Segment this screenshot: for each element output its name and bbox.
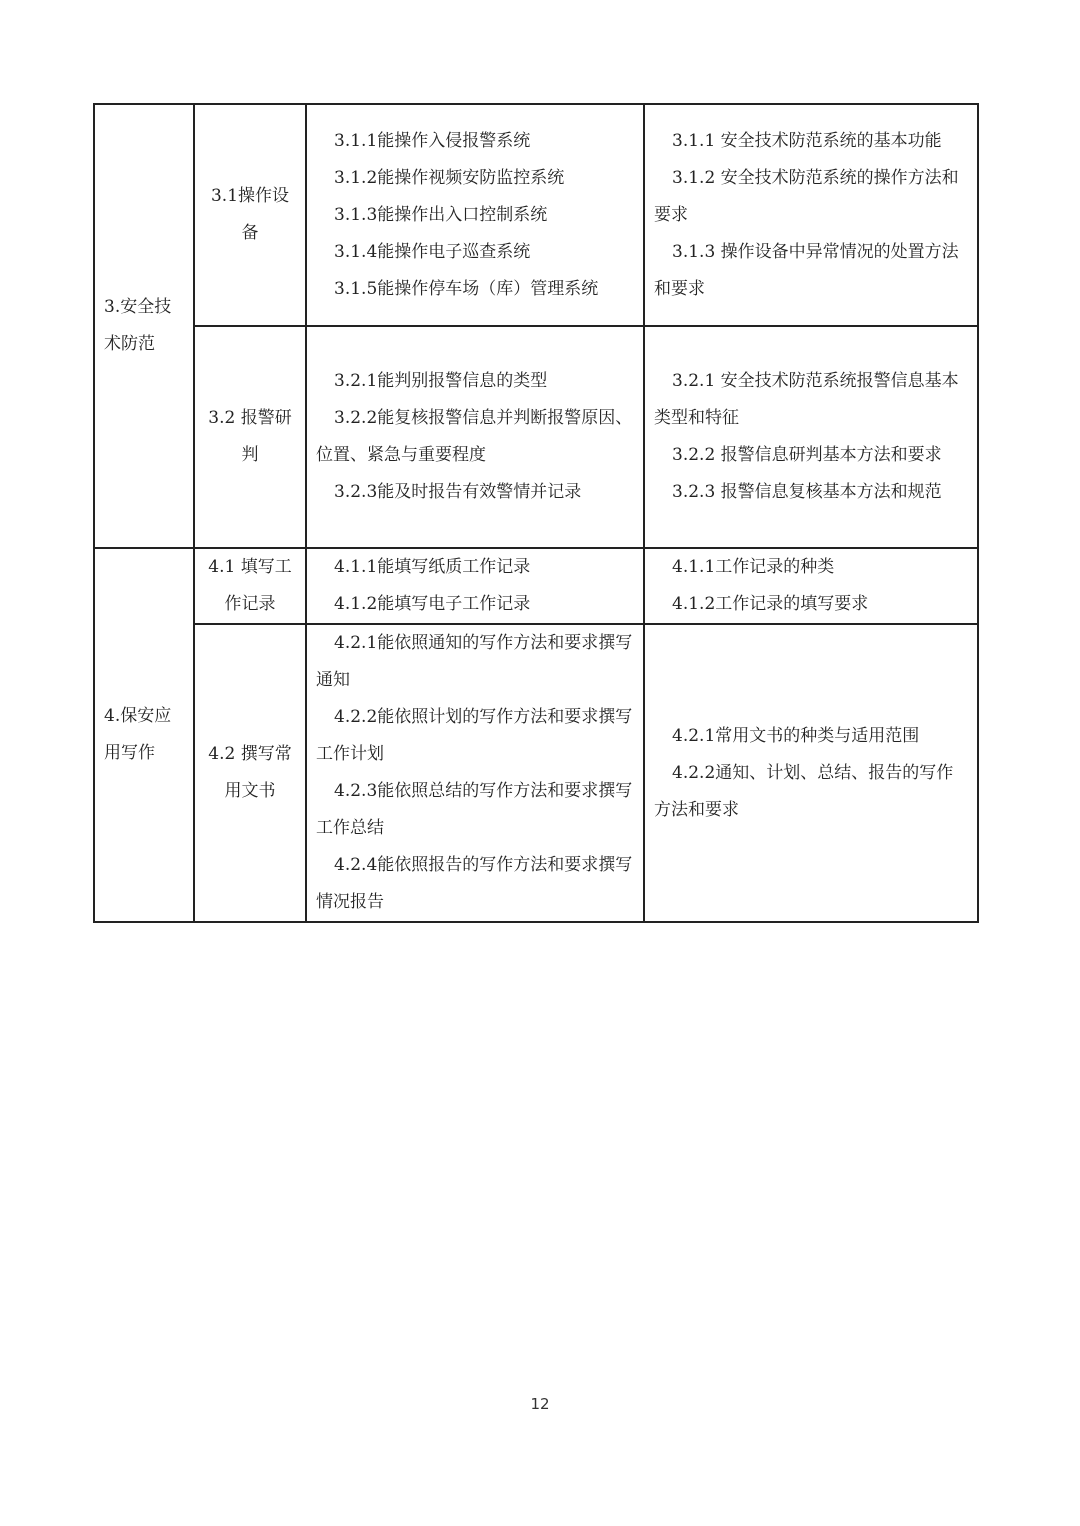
skill-item: 4.1.1能填写纸质工作记录 xyxy=(334,557,531,577)
skill-item: 3.1.3能操作出入口控制系统 xyxy=(334,204,548,225)
module-name: 4.保安应用写作 xyxy=(104,706,172,763)
unit-cell xyxy=(194,104,306,326)
knowledge-item: 4.1.1工作记录的种类 xyxy=(672,557,835,577)
skills-cell xyxy=(306,624,644,922)
standards-table xyxy=(93,103,979,923)
knowledge-item: 4.1.2工作记录的填写要求 xyxy=(672,594,869,614)
unit-cell xyxy=(194,624,306,922)
knowledge-cell xyxy=(644,624,978,922)
knowledge-item: 3.2.1 安全技术防范系统报警信息基本类型和特征 xyxy=(654,371,959,428)
skill-item: 4.2.2能依照计划的写作方法和要求撰写工作计划 xyxy=(316,707,633,764)
knowledge-item: 4.2.1常用文书的种类与适用范围 xyxy=(672,725,920,746)
skill-item: 4.2.4能依照报告的写作方法和要求撰写情况报告 xyxy=(316,855,633,912)
table-row xyxy=(94,548,978,624)
knowledge-item: 4.2.2通知、计划、总结、报告的写作方法和要求 xyxy=(654,762,954,820)
knowledge-cell xyxy=(644,548,978,624)
skills-cell xyxy=(306,104,644,326)
skill-item: 3.1.1能操作入侵报警系统 xyxy=(334,130,531,151)
skill-item: 4.2.1能依照通知的写作方法和要求撰写通知 xyxy=(316,633,633,690)
skill-item: 3.2.2能复核报警信息并判断报警原因、位置、紧急与重要程度 xyxy=(316,408,633,465)
knowledge-cell xyxy=(644,104,978,326)
skill-item: 3.2.3能及时报告有效警情并记录 xyxy=(334,482,582,502)
knowledge-item: 3.2.2 报警信息研判基本方法和要求 xyxy=(672,445,942,465)
unit-name: 4.1 填写工作记录 xyxy=(208,557,292,614)
module-cell xyxy=(94,104,194,548)
unit-cell xyxy=(194,548,306,624)
unit-cell xyxy=(194,326,306,548)
skills-cell xyxy=(306,548,644,624)
knowledge-item: 3.1.2 安全技术防范系统的操作方法和要求 xyxy=(654,167,959,225)
module-name: 3.安全技术防范 xyxy=(104,297,172,354)
skills-cell xyxy=(306,326,644,548)
table-row xyxy=(94,104,978,326)
skill-item: 3.2.1能判别报警信息的类型 xyxy=(334,371,548,391)
skill-item: 3.1.5能操作停车场（库）管理系统 xyxy=(334,278,599,299)
table-row xyxy=(94,624,978,922)
skill-item: 4.1.2能填写电子工作记录 xyxy=(334,594,531,614)
skill-item: 3.1.4能操作电子巡查系统 xyxy=(334,241,531,262)
page-number: 12 xyxy=(530,1395,550,1413)
knowledge-cell xyxy=(644,326,978,548)
knowledge-item: 3.1.1 安全技术防范系统的基本功能 xyxy=(672,130,942,151)
unit-name: 4.2 撰写常用文书 xyxy=(208,744,292,801)
module-cell xyxy=(94,548,194,922)
knowledge-item: 3.1.3 操作设备中异常情况的处置方法和要求 xyxy=(654,241,959,299)
table-row xyxy=(94,326,978,548)
unit-name: 3.1操作设备 xyxy=(210,186,290,243)
skill-item: 4.2.3能依照总结的写作方法和要求撰写工作总结 xyxy=(316,781,633,838)
knowledge-item: 3.2.3 报警信息复核基本方法和规范 xyxy=(672,482,942,502)
skill-item: 3.1.2能操作视频安防监控系统 xyxy=(334,167,565,188)
unit-name: 3.2 报警研判 xyxy=(208,408,292,465)
